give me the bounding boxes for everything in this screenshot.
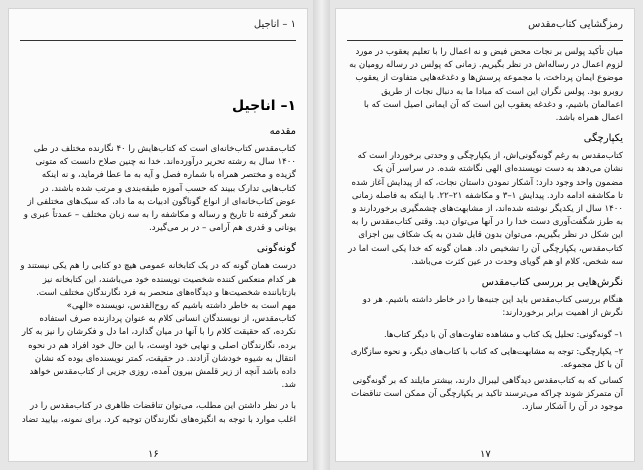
right-page-header-rule [347, 40, 623, 41]
left-page-header [20, 12, 296, 41]
book-gutter [313, 0, 330, 470]
unity-heading: یکپارچگی [583, 133, 623, 145]
views-intro: هنگام بررسی کتاب‌مقدس باید این جنبه‌ها را در خاطر داشته باشیم. هر دو نگرش از اهمیت برابر برخوردارند: [362, 295, 623, 319]
views-bullet-1: ۱– گونه‌گونی: تحلیل یک کتاب و مشاهده تفاوت‌های آن با دیگر کتاب‌ها. [383, 329, 623, 340]
chapter-title: ۱– اناجیل [231, 98, 296, 114]
intro-paragraph: کتاب‌مقدس کتاب‌خانه‌ای است که کتاب‌هایش را ۴۰ نگارنده مختلف در طی ۱۴۰۰ سال به رشته تحریر درآورده‌اند. خدا نه چنین صلاح دانست که متونی گزیده و مختصر همراه با شماره فصل و آیه به ما عطا فرماید، و نه اینکه کتاب‌هایی تدارک ببیند که حسب آموزه طبقه‌بندی و مرتب شده باشند. در عوض کتاب‌خانه‌ای از انواع گوناگون ادبیات به ما داد، که سبک‌های مختلفی از شعر گرفته تا تاریخ و رساله و مکاشفه را به سه زبان مختلف – عمدتاً عبری و یونانی و قدری هم آرامی – در بر می‌گیرد. [23, 144, 296, 234]
right-top-paragraph: میان تأکید پولس بر نجات محض فیض و نه اعمال را با تعلیم یعقوب در مورد لزوم اعمال در رساله‌اش در نظر بگیریم. زمانی که پولس در رساله رومیان به موضوع ایمان پرداخت، با مجموعه پرسش‌ها و دغدغه‌هایی متفاوت از یعقوب روبرو بود. پولس نگران این است که مبادا ما به دنبال نجات از طریق اعمالمان باشیم، و دغدغه یعقوب این است که آن ایمانی اصیل است که با اعمال همراه باشد. [349, 47, 623, 124]
left-page-number: ۱۶ [148, 449, 159, 460]
section-heading: گونه‌گونی [256, 243, 296, 255]
intro-heading: مقدمه [269, 126, 296, 137]
right-page-number: ۱۷ [480, 449, 491, 460]
left-page [8, 8, 308, 462]
right-page-content [347, 46, 623, 444]
left-page-header-title: ۱ – اناجیل [253, 19, 296, 30]
right-page-header-title: رمزگشایی کتاب‌مقدس [528, 19, 623, 30]
left-page-header-rule [20, 40, 296, 41]
right-page [335, 8, 635, 462]
views-bullet-2: ۲– یکپارچگی: توجه به مشابهت‌هایی که کتاب با کتاب‌های دیگر، و نحوه سازگاری آن با کل مجموعه. [350, 346, 623, 370]
section-paragraph-2: با در نظر داشتن این مطلب، می‌توان تناقضات ظاهری در کتاب‌مقدس را در اغلب موارد با توجه به انگیزه‌های نگارندگان توجیه کرد. برای نمونه، بیایید تضاد [21, 401, 296, 425]
views-heading: نگرش‌هایی بر بررسی کتاب‌مقدس [481, 277, 623, 289]
section-paragraph-1: درست همان گونه که در یک کتابخانه عمومی هیچ دو کتابی را هم یکی نیستند و هر کدام منعکس کننده شخصیت نویسنده خود می‌باشند، این کتابخانه نیز بازتاباننده شخصیت‌ها و دیدگاه‌های منحصر به فرد نگارندگان مختلف است. مهم است به خاطر داشته باشیم که روح‌القدس، نویسنده «الهی» کتاب‌مقدس، از نویسندگان انسانی کلام به عنوان پردازنده صرف استفاده نکرده، که حقیقت کلام را با آنها در میان گذارد، اما دل و فکرشان را نیز به کار برده، نگارندگان اصلی و نهایی خود اوست، با این حال خود افراد هم در نحوه انتقال به شیوه خودشان آزادند. در حقیقت، کمتر نویسنده‌ای بوده که نشان داده باشد آنچه از زیر قلمش بیرون آمده، روزی جزیی از کتاب‌مقدس خواهد شد. [20, 261, 296, 391]
unity-paragraph: کتاب‌مقدس به رغم گونه‌گونی‌اش، از یکپارچگی و وحدتی برخوردار است که نشان می‌دهد به دست نویسنده‌ای الهی نگاشته شده. در سراسر آن یک مضمون واحد وجود دارد: آشکار نمودن داستان نجات، که از پیدایش آغاز شده تا مکاشفه ادامه دارد. پیدایش ۱–۳ و مکاشفه ۲۱–۲۲. با اینکه به فاصله زمانی ۱۴۰۰ سال از یکدیگر نوشته شده‌اند، از مشابهت‌های چشمگیری برخوردارند و به طرز شگفت‌آوری دست خدا را در آنها می‌توان دید. وقتی کتاب‌مقدس را به این شکل در نظر بگیریم، می‌توان بدون قایل شدن به یک شکاف بین اجزای کتاب‌مقدس، یکپارچگی آن را تشخیص داد. همان گونه که خدا یکی است اما در سه شخص، کلام او هم گویای وحدت در عین کثرت می‌باشد. [348, 151, 623, 267]
left-page-content [20, 46, 296, 444]
right-bottom-paragraph: کسانی که به کتاب‌مقدس دیدگاهی لیبرال دارند، بیشتر مایلند که بر گونه‌گونی آن متمرکز شوند چراکه می‌ترسند تاکید بر یکپارچگی آن ممکن است تناقضات موجود در آن را آشکار سازد. [351, 375, 623, 413]
right-page-header [347, 12, 623, 41]
